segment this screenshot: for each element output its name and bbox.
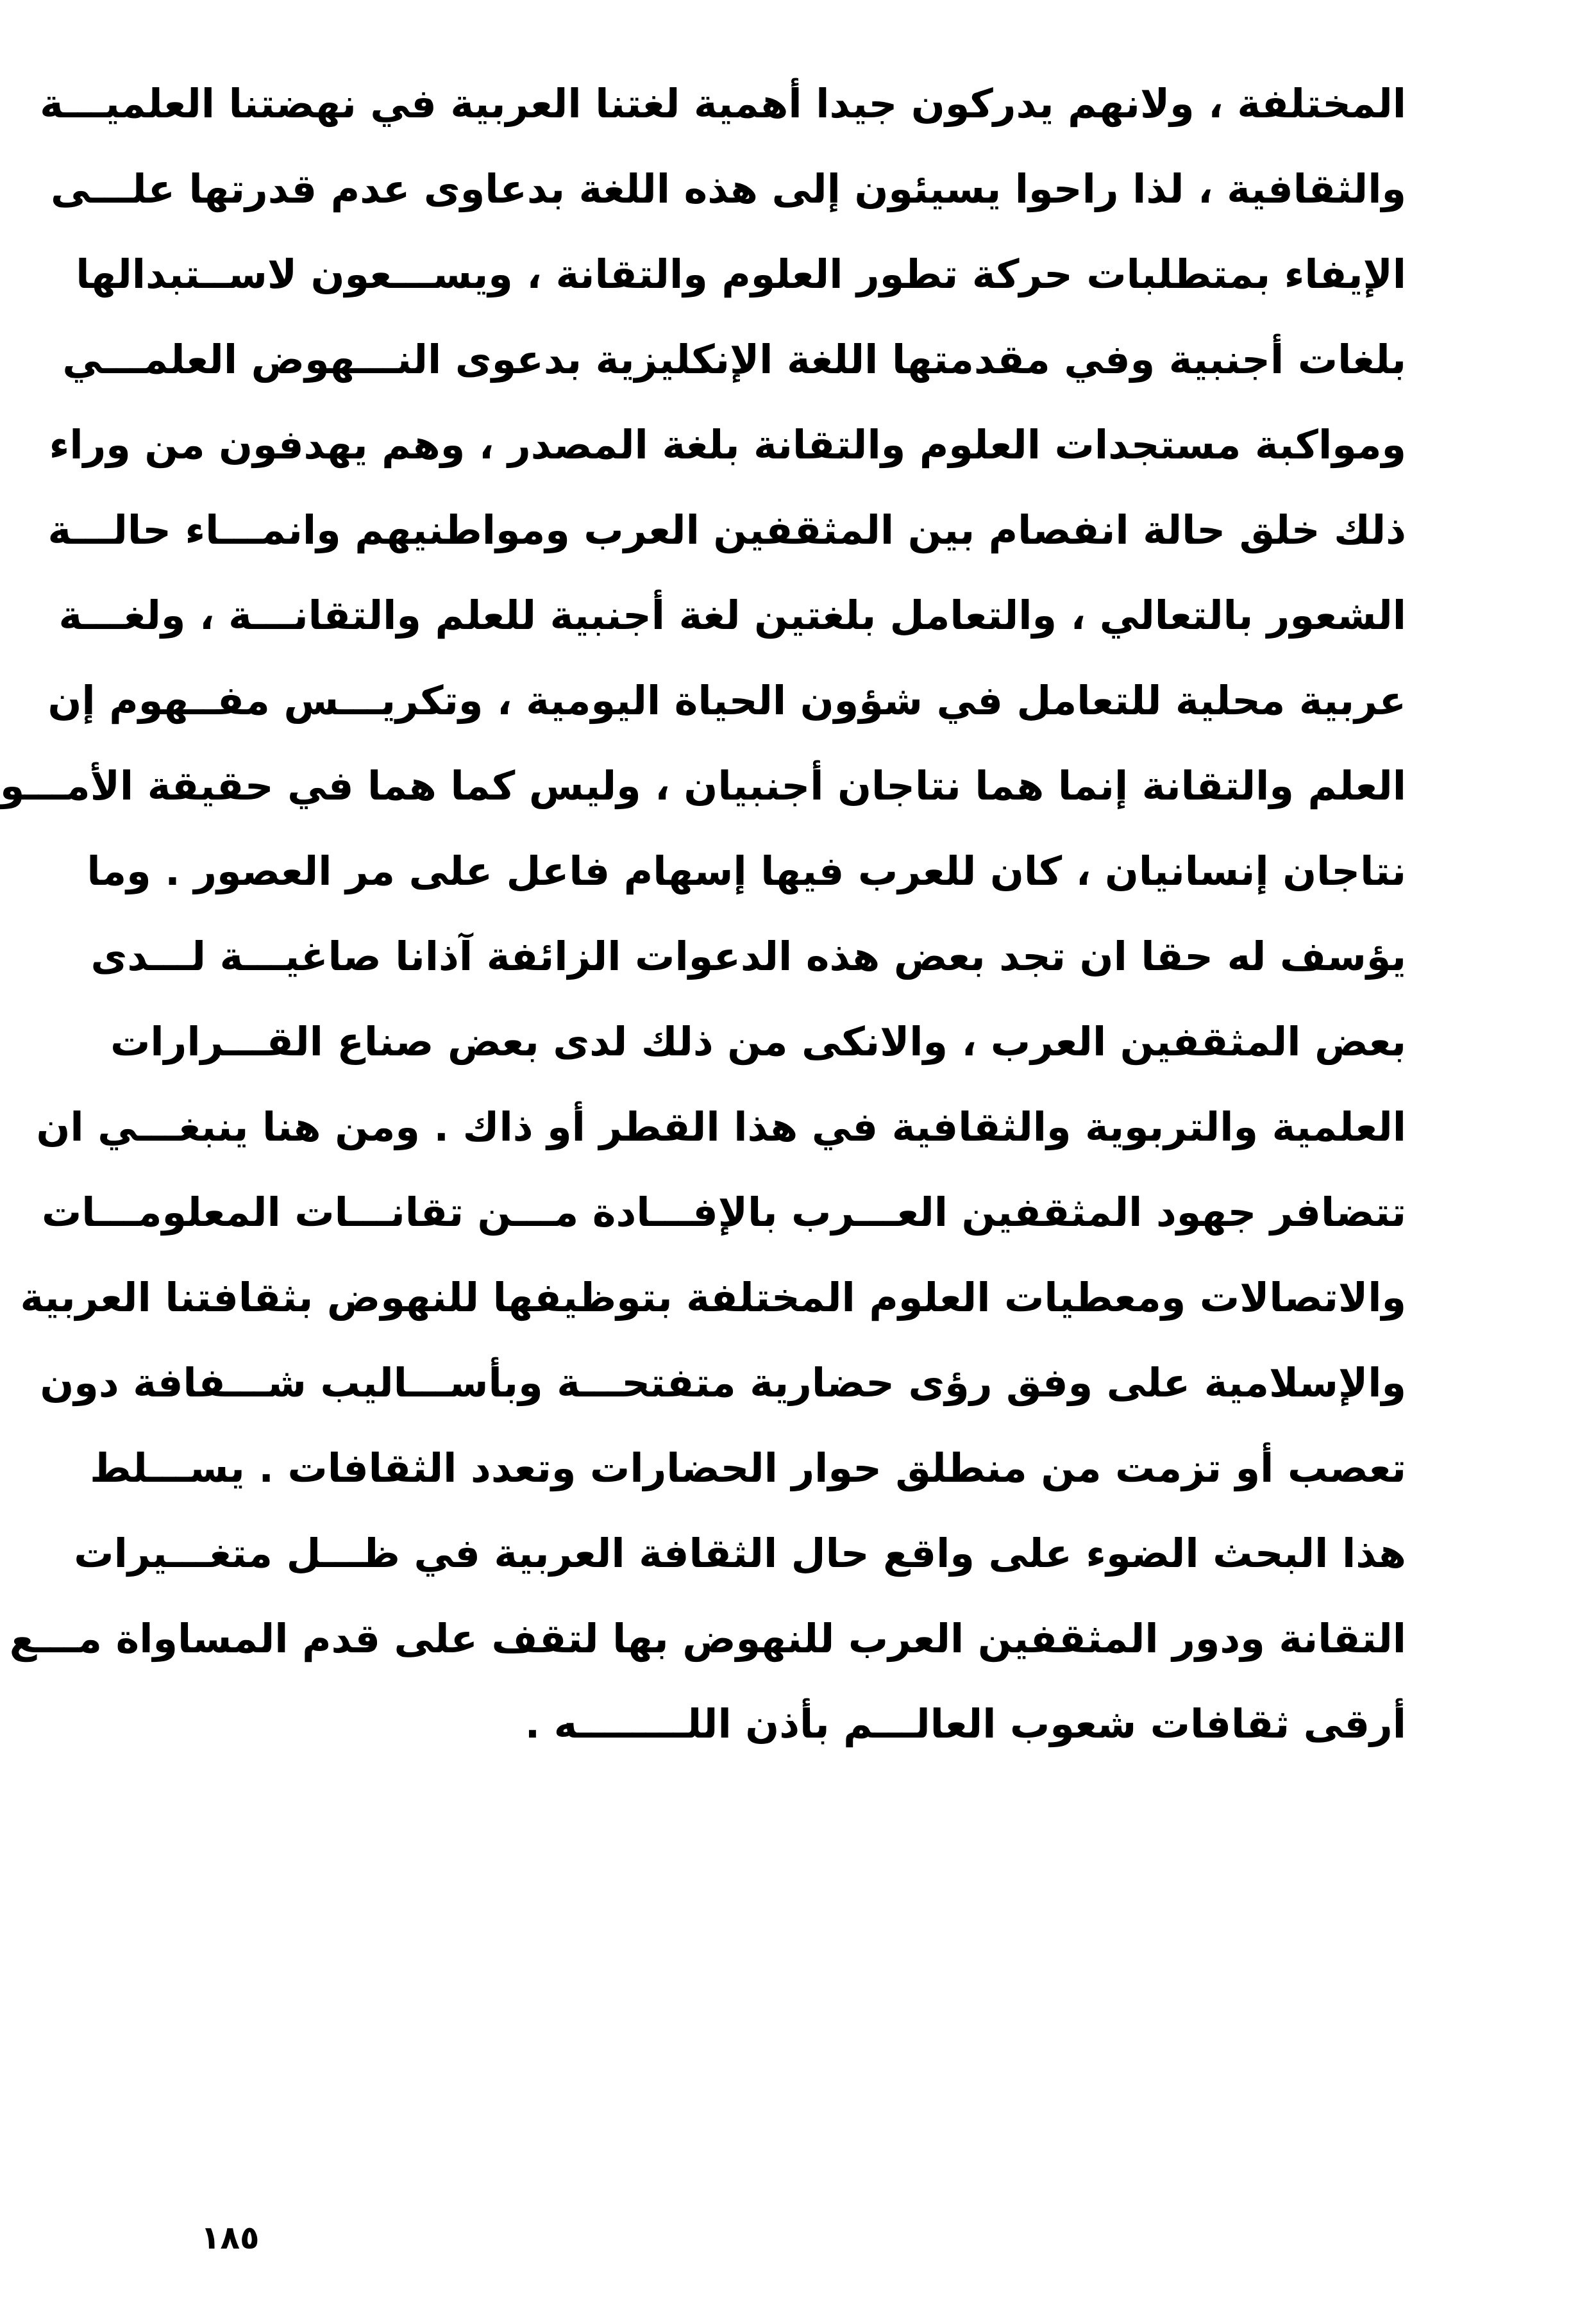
text-line: الشعور بالتعالي ، والتعامل بلغتين لغة أجنبية للعلم والتقانـــة ، ولغـــة [58,592,1406,639]
body-paragraph [0,61,1406,1766]
text-line: والاتصالات ومعطيات العلوم المختلفة بتوظيفها للنهوض بثقافتنا العربية [20,1274,1406,1321]
text-line: بعض المثقفين العرب ، والانكى من ذلك لدى بعض صناع القـــرارات [110,1018,1406,1065]
text-line: ومواكبة مستجدات العلوم والتقانة بلغة المصدر ، وهم يهدفون من وراء [49,421,1406,468]
text-line: نتاجان إنسانيان ، كان للعرب فيها إسهام فاعل على مر العصور . وما [87,848,1406,894]
text-line: ذلك خلق حالة انفصام بين المثقفين العرب ومواطنيهم وانمـــاء حالـــة [47,507,1406,553]
text-line: العلم والتقانة إنما هما نتاجان أجنبيان ، وليس كما هما في حقيقة الأمـــو [0,762,1406,809]
text-line: والثقافية ، لذا راحوا يسيئون إلى هذه اللغة بدعاوى عدم قدرتها علـــى [51,165,1406,212]
page-number: ١٨٥ [201,2219,260,2256]
text-line: هذا البحث الضوء على واقع حال الثقافة العربية في ظـــل متغـــيرات [74,1530,1406,1577]
text-line: عربية محلية للتعامل في شؤون الحياة اليومية ، وتكريـــس مفــهوم إن [47,677,1406,724]
text-line: المختلفة ، ولانهم يدركون جيدا أهمية لغتنا العربية في نهضتنا العلميـــة [40,80,1406,127]
text-line: العلمية والتربوية والثقافية في هذا القطر أو ذاك . ومن هنا ينبغـــي ان [36,1103,1406,1150]
text-line: والإسلامية على وفق رؤى حضارية متفتحـــة وبأســـاليب شـــفافة دون [40,1359,1406,1406]
text-line: بلغات أجنبية وفي مقدمتها اللغة الإنكليزية بدعوى النـــهوض العلمـــي [62,336,1406,383]
text-line: تعصب أو تزمت من منطلق حوار الحضارات وتعدد الثقافات . يســـلط [90,1445,1406,1491]
text-line-last: أرقى ثقافات شعوب العالـــم بأذن اللــــــــه . [525,1700,1406,1747]
text-line: تتضافر جهود المثقفين العـــرب بالإفـــادة مـــن تقانـــات المعلومـــات [41,1189,1406,1236]
text-line: يؤسف له حقا ان تجد بعض هذه الدعوات الزائفة آذانا صاغيـــة لـــدى [90,933,1406,980]
text-line: الإيفاء بمتطلبات حركة تطور العلوم والتقانة ، ويســـعون لاســتبدالها [76,251,1406,298]
text-line: التقانة ودور المثقفين العرب للنهوض بها لتقف على قدم المساواة مـــع [9,1615,1406,1662]
